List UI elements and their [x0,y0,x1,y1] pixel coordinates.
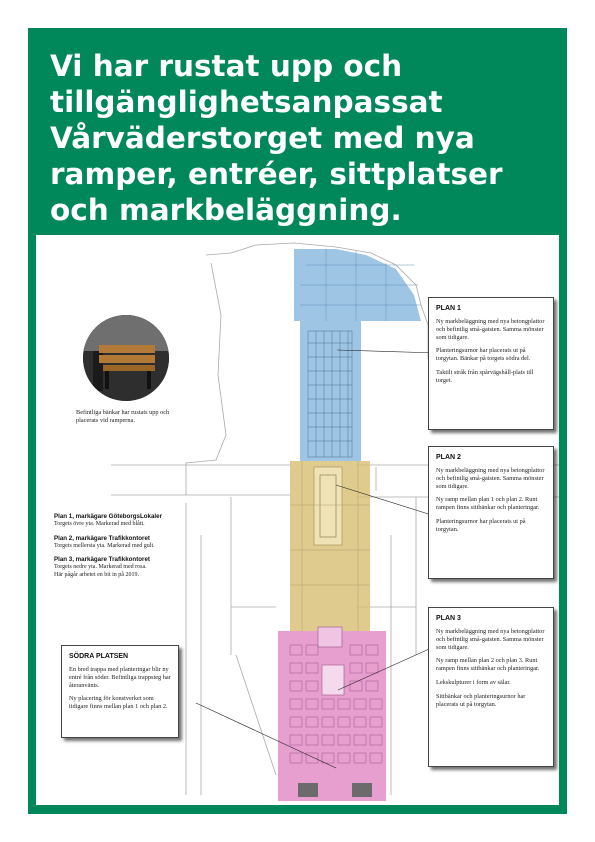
legend-item-plan3 [54,556,184,579]
box-title: PLAN 1 [436,305,461,312]
photo-caption: Befintliga bänkar har rustats upp och placerats vid ramperna. [76,409,170,424]
box-paragraph: Ny ramp mellan plan 1 och plan 2. Runt rampen finns sittbänkar och planteringar. [436,496,540,512]
legend-desc: Torgets mellersta yta. Markerad med gult. [54,542,155,549]
box-title: PLAN 2 [436,454,461,461]
plan2-area [290,461,370,631]
box-paragraph: Planteringsurnor har placerats ut på torgytan. Bänkar på torgets södra del. [436,347,531,363]
legend-title: Plan 3, markägare Trafikkontoret [54,556,150,563]
poster-frame [28,28,567,814]
bench-photo [83,315,169,401]
legend-item-plan2 [54,535,184,551]
legend-title: Plan 2, markägare Trafikkontoret [54,534,150,542]
legend-desc: Torgets övre yta. Markerad med blått. [54,521,145,527]
plan3-area [278,627,386,801]
box-paragraph: Lekskulpturer i form av sälar. [436,678,511,686]
box-title: PLAN 3 [436,615,461,622]
plan2-info-box [428,446,554,579]
headline: Vi har rustat upp och tillgänglighetsanpassat Vårväderstorget med nya ramper, entréer, sittplatser och markbeläggning. [50,49,503,227]
box-paragraph: Taktilt stråk från spårvägshåll-plats till torget. [436,368,534,384]
sodra-platsen-box [61,645,179,738]
box-paragraph: Ny markbeläggning med nya betongplattor och befintlig små-gatsten. Samma mönster som tidigare. [436,467,545,490]
legend-item-plan1 [54,513,184,529]
plan1-area [294,249,421,461]
legend-title: Plan 1, markägare GöteborgsLokaler [54,513,162,520]
legend [54,513,184,585]
box-paragraph: Ny markbeläggning med nya betongplattor och befintlig små-gatsten. Samma mönster som tidigare. [436,318,545,341]
box-paragraph: En bred trappa med planteringar blir ny entré från söder. Befintliga trappsteg har återanvänts. [69,666,171,689]
box-paragraph: Ny placering för konstverket som tidigare finns mellan plan 1 och plan 2. [69,695,168,711]
plan3-info-box [428,607,554,767]
box-title: SÖDRA PLATSEN [69,653,129,660]
box-paragraph: Ny ramp mellan plan 2 och plan 3. Runt rampen finns sittbänkar och planteringar. [436,657,540,673]
box-paragraph: Sittbänkar och planteringsurnor har placerats ut på torgytan. [436,692,526,708]
box-paragraph: Ny markbeläggning med nya betongplattor och befintlig små-gatsten. Samma mönster som tidigare. [436,628,545,651]
map-panel [36,235,559,805]
legend-desc: Torgets nedre yta. Markerad med rosa. Här pågår arbetet en bit in på 2019. [54,564,147,578]
box-paragraph: Planteringsurnor har placerats ut på torgytan. [436,517,526,533]
plan1-info-box [428,297,554,430]
